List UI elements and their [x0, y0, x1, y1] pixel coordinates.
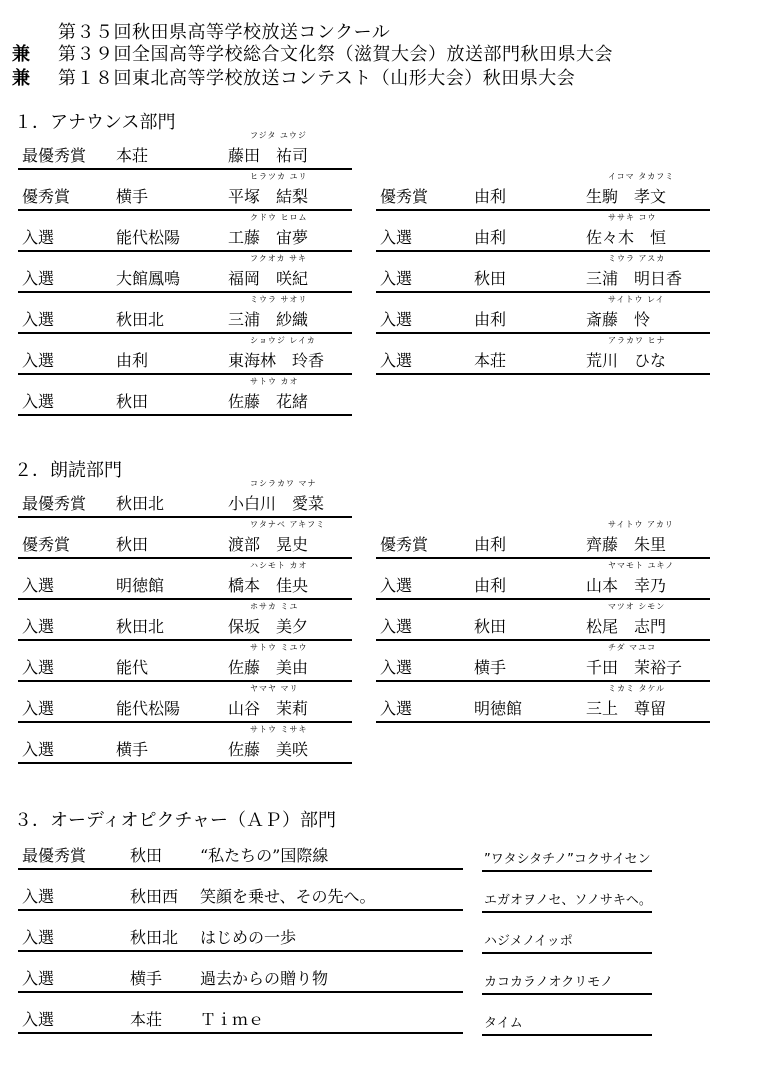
award-label: 優秀賞	[22, 535, 71, 554]
name-reading: ヤマヤ マリ	[250, 684, 299, 693]
underline	[376, 557, 710, 559]
result-row	[18, 335, 352, 375]
result-row	[376, 212, 710, 252]
name-reading: ワタナベ アキフミ	[250, 520, 326, 529]
award-label: 入選	[380, 269, 413, 288]
award-label: 最優秀賞	[22, 146, 87, 165]
underline	[376, 598, 710, 600]
name-reading: イコマ タカフミ	[608, 172, 675, 181]
school-name: 横手	[130, 969, 163, 988]
result-row	[18, 519, 352, 559]
award-label: 入選	[22, 699, 55, 718]
work-title: “私たちの”国際線	[200, 846, 329, 865]
award-label: 優秀賞	[380, 187, 429, 206]
name-reading: サトウ ミユウ	[250, 643, 308, 652]
underline	[376, 680, 710, 682]
award-label: 入選	[22, 617, 55, 636]
ap-row	[18, 957, 463, 993]
award-label: 入選	[380, 310, 413, 329]
name-reading: コシラカワ マナ	[250, 479, 317, 488]
section-title-reading: ２．朗読部門	[14, 460, 122, 481]
work-reading-field	[482, 834, 652, 872]
underline	[18, 557, 352, 559]
underline	[376, 250, 710, 252]
school-name: 明徳館	[474, 699, 523, 718]
ap-row	[18, 998, 463, 1034]
underline	[18, 250, 352, 252]
work-reading: ハジメノイッポ	[484, 934, 573, 949]
result-row	[376, 601, 710, 641]
work-reading-field	[482, 998, 652, 1036]
name-reading: ササキ コウ	[608, 213, 657, 222]
work-title: Ｔｉｍｅ	[200, 1010, 265, 1029]
result-row	[18, 376, 352, 416]
underline	[18, 909, 463, 911]
name-reading: ホサカ ミユ	[250, 602, 299, 611]
ap-row	[18, 875, 463, 911]
work-reading: エガオヲノセ、ソノサキヘ。	[484, 893, 652, 908]
section-title-ap: ３．オーディオピクチャー（ＡＰ）部門	[14, 810, 337, 831]
award-label: 最優秀賞	[22, 846, 87, 865]
school-name: 秋田	[474, 269, 507, 288]
school-name: 横手	[474, 658, 507, 677]
student-name: 佐藤 美咲	[228, 740, 309, 759]
result-row	[18, 294, 352, 334]
underline	[18, 168, 352, 170]
name-reading: ヤマモト ユキノ	[608, 561, 675, 570]
student-name: 山谷 茉莉	[228, 699, 309, 718]
school-name: 秋田北	[116, 310, 165, 329]
underline	[18, 868, 463, 870]
student-name: 佐藤 花緒	[228, 392, 309, 411]
name-reading: チダ マユコ	[608, 643, 657, 652]
result-row	[18, 683, 352, 723]
underline	[18, 991, 463, 993]
school-name: 秋田	[130, 846, 163, 865]
school-name: 秋田	[474, 617, 507, 636]
student-name: 三浦 明日香	[586, 269, 683, 288]
student-name: 松尾 志門	[586, 617, 667, 636]
student-name: 工藤 宙夢	[228, 228, 309, 247]
school-name: 本荘	[116, 146, 149, 165]
student-name: 橋本 佳央	[228, 576, 309, 595]
student-name: 三浦 紗織	[228, 310, 309, 329]
school-name: 秋田北	[116, 617, 165, 636]
result-row	[376, 294, 710, 334]
school-name: 本荘	[130, 1010, 163, 1029]
result-row	[376, 253, 710, 293]
student-name: 福岡 咲紀	[228, 269, 309, 288]
student-name: 東海林 玲香	[228, 351, 325, 370]
underline	[376, 639, 710, 641]
work-reading-field	[482, 957, 652, 995]
header-kane-2: 兼	[12, 68, 30, 89]
work-reading: カコカラノオクリモノ	[484, 975, 614, 990]
name-reading: クドウ ヒロム	[250, 213, 308, 222]
school-name: 由利	[474, 187, 507, 206]
result-row	[376, 642, 710, 682]
header-kane-1: 兼	[12, 44, 30, 65]
school-name: 秋田北	[116, 494, 165, 513]
school-name: 由利	[474, 228, 507, 247]
underline	[18, 291, 352, 293]
student-name: 三上 尊留	[586, 699, 667, 718]
award-label: 入選	[380, 576, 413, 595]
school-name: 秋田西	[130, 887, 179, 906]
school-name: 由利	[116, 351, 149, 370]
name-reading: サトウ カオ	[250, 377, 299, 386]
award-label: 優秀賞	[380, 535, 429, 554]
student-name: 斎藤 怜	[586, 310, 651, 329]
school-name: 由利	[474, 310, 507, 329]
underline	[376, 373, 710, 375]
school-name: 能代松陽	[116, 228, 181, 247]
award-label: 入選	[380, 699, 413, 718]
underline	[376, 209, 710, 211]
name-reading: ミウラ アスカ	[608, 254, 666, 263]
underline	[18, 680, 352, 682]
student-name: 山本 幸乃	[586, 576, 667, 595]
award-label: 最優秀賞	[22, 494, 87, 513]
award-label: 入選	[380, 658, 413, 677]
student-name: 保坂 美夕	[228, 617, 309, 636]
school-name: 能代松陽	[116, 699, 181, 718]
award-label: 入選	[22, 928, 55, 947]
underline	[18, 721, 352, 723]
name-reading: マツオ シモン	[608, 602, 666, 611]
underline	[376, 291, 710, 293]
underline	[18, 373, 352, 375]
section-title-announce: １．アナウンス部門	[14, 112, 176, 133]
result-row	[18, 253, 352, 293]
name-reading: サイトウ アカリ	[608, 520, 674, 529]
work-reading: ”ワタシタチノ”コクサイセン	[484, 852, 651, 867]
underline	[18, 639, 352, 641]
underline	[18, 598, 352, 600]
student-name: 佐々木 恒	[586, 228, 667, 247]
award-label: 入選	[22, 392, 55, 411]
name-reading: フジタ ユウジ	[250, 131, 307, 140]
name-reading: アラカワ ヒナ	[608, 336, 666, 345]
student-name: 小白川 愛菜	[228, 494, 325, 513]
underline	[376, 332, 710, 334]
student-name: 渡部 晃史	[228, 535, 309, 554]
result-row	[18, 478, 352, 518]
school-name: 明徳館	[116, 576, 165, 595]
ap-row	[18, 916, 463, 952]
name-reading: サイトウ レイ	[608, 295, 665, 304]
name-reading: ミカミ タケル	[608, 684, 666, 693]
header-line-3: 第１８回東北高等学校放送コンテスト（山形大会）秋田県大会	[58, 68, 576, 89]
name-reading: ヒラツカ ユリ	[250, 172, 308, 181]
award-label: 入選	[22, 310, 55, 329]
award-label: 入選	[22, 576, 55, 595]
school-name: 能代	[116, 658, 149, 677]
result-row	[376, 171, 710, 211]
result-row	[18, 601, 352, 641]
award-label: 入選	[22, 740, 55, 759]
student-name: 佐藤 美由	[228, 658, 309, 677]
result-row	[18, 724, 352, 764]
underline	[18, 332, 352, 334]
name-reading: フクオカ サキ	[250, 254, 308, 263]
result-row	[18, 642, 352, 682]
award-label: 優秀賞	[22, 187, 71, 206]
award-label: 入選	[22, 269, 55, 288]
result-row	[376, 560, 710, 600]
work-reading-field	[482, 916, 652, 954]
student-name: 齊藤 朱里	[586, 535, 667, 554]
school-name: 横手	[116, 740, 149, 759]
underline	[18, 950, 463, 952]
header-line-1: 第３５回秋田県高等学校放送コンクール	[58, 22, 391, 43]
underline	[18, 1032, 463, 1034]
ap-row	[18, 834, 463, 870]
school-name: 秋田	[116, 392, 149, 411]
award-label: 入選	[22, 887, 55, 906]
work-title: 笑顔を乗せ、その先へ。	[200, 887, 376, 906]
school-name: 由利	[474, 535, 507, 554]
header-line-2: 第３９回全国高等学校総合文化祭（滋賀大会）放送部門秋田県大会	[58, 44, 613, 65]
school-name: 由利	[474, 576, 507, 595]
result-row	[18, 560, 352, 600]
result-row	[18, 212, 352, 252]
school-name: 秋田	[116, 535, 149, 554]
underline	[18, 762, 352, 764]
award-label: 入選	[22, 969, 55, 988]
work-reading: タイム	[484, 1016, 523, 1031]
award-label: 入選	[380, 351, 413, 370]
name-reading: ショウジ レイカ	[250, 336, 316, 345]
name-reading: サトウ ミサキ	[250, 725, 308, 734]
award-label: 入選	[380, 228, 413, 247]
underline	[376, 721, 710, 723]
work-title: 過去からの贈り物	[200, 969, 329, 988]
school-name: 横手	[116, 187, 149, 206]
student-name: 千田 茉裕子	[586, 658, 683, 677]
result-row	[376, 335, 710, 375]
award-label: 入選	[22, 228, 55, 247]
school-name: 秋田北	[130, 928, 179, 947]
result-row	[376, 519, 710, 559]
work-reading-field	[482, 875, 652, 913]
award-label: 入選	[22, 658, 55, 677]
result-row	[18, 171, 352, 211]
result-row	[18, 130, 352, 170]
result-row	[376, 683, 710, 723]
student-name: 藤田 祐司	[228, 146, 309, 165]
school-name: 大館鳳鳴	[116, 269, 181, 288]
award-label: 入選	[380, 617, 413, 636]
name-reading: ハシモト カオ	[250, 561, 308, 570]
name-reading: ミウラ サオリ	[250, 295, 308, 304]
underline	[18, 516, 352, 518]
school-name: 本荘	[474, 351, 507, 370]
underline	[18, 414, 352, 416]
award-label: 入選	[22, 1010, 55, 1029]
work-title: はじめの一歩	[200, 928, 297, 947]
underline	[18, 209, 352, 211]
student-name: 荒川 ひな	[586, 351, 667, 370]
award-label: 入選	[22, 351, 55, 370]
student-name: 生駒 孝文	[586, 187, 667, 206]
student-name: 平塚 結梨	[228, 187, 309, 206]
